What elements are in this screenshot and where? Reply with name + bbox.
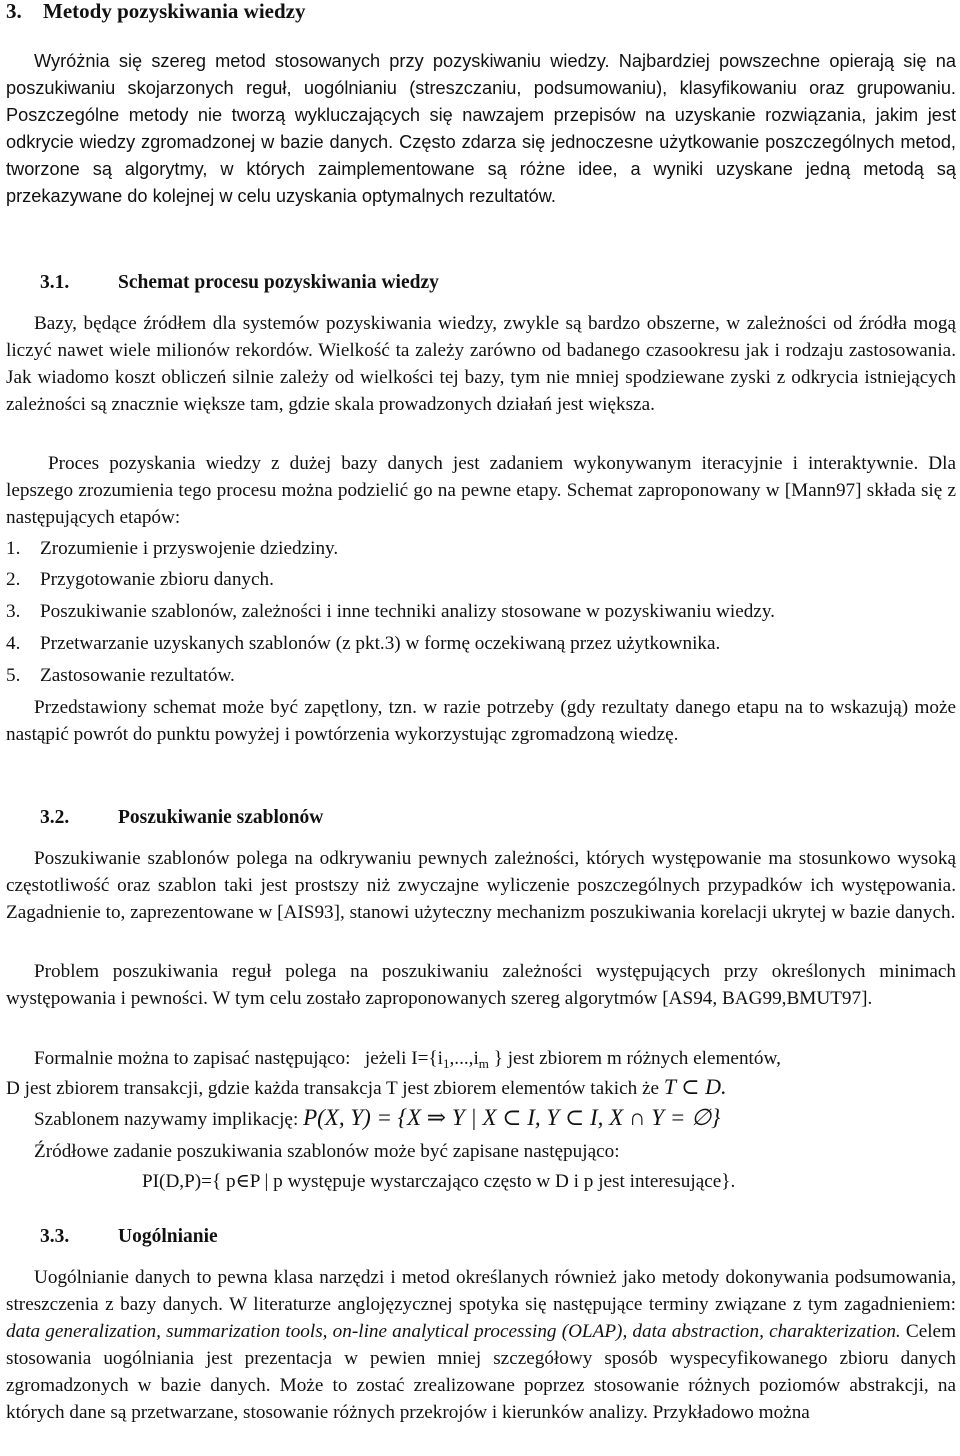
section-number: 3. bbox=[6, 0, 22, 23]
s31-p1-text: Bazy, będące źródłem dla systemów pozyskiwania wiedzy, zwykle są bardzo obszerne, w zależności od źródła mogą liczyć nawet wiele milionów rekordów. Wielkość ta zależy zarówno od badanego czasookresu jak i rodzaju zastosowania. Jak wiadomo koszt obliczeń silnie zależy od wielkości tej bazy, tym nie mniej spodziewane zyski z odkrycia istniejących zależności są znacznie większe tam, gdzie skala prowadzonych działań jest większa. bbox=[6, 313, 956, 415]
s33-p1-text-b: Celem stosowania uogólniania jest prezentacja w pewien mniej szczegółowy sposób wyspecyfikowanego zbioru danych zgromadzonych w bazie danych. Może to zostać zrealizowane poprzez stosowanie różnych poziomów abstrakcji, na których dane są przetwarzane, stosowanie różnych przekrojów i kierunków analizy. Przykładowo można bbox=[6, 1321, 956, 1423]
section-heading bbox=[6, 0, 306, 25]
formal-set-end: } jest zbiorem m różnych elementów, bbox=[493, 1048, 781, 1069]
subsection-number: 3.3. bbox=[40, 1226, 70, 1247]
source-task-line bbox=[6, 1138, 620, 1165]
subsection-heading-3-3 bbox=[40, 1223, 218, 1250]
formal-math: T ⊂ D. bbox=[663, 1074, 727, 1099]
s31-paragraph-3 bbox=[6, 694, 956, 748]
list-item-text: Zrozumienie i przyswojenie dziedziny. bbox=[40, 538, 339, 559]
list-item-text: Przetwarzanie uzyskanych szablonów (z pkt.3) w formę oczekiwaną przez użytkownika. bbox=[40, 633, 721, 654]
list-item bbox=[6, 598, 775, 625]
list-item-text: Przygotowanie zbioru danych. bbox=[40, 569, 274, 590]
list-item bbox=[6, 630, 720, 657]
list-item-text: Poszukiwanie szablonów, zależności i inne techniki analizy stosowane w pozyskiwaniu wiedzy. bbox=[40, 601, 775, 622]
formal-set-mid: ,...,i bbox=[449, 1048, 479, 1069]
list-item bbox=[6, 662, 235, 689]
subsection-title: Uogólnianie bbox=[118, 1226, 218, 1247]
s32-paragraph-1 bbox=[6, 845, 956, 926]
s33-p1-terms: data generalization, summarization tools, on-line analytical processing (OLAP), data abstraction, charakterization. bbox=[6, 1321, 901, 1342]
s31-paragraph-2 bbox=[6, 450, 956, 531]
subsection-number: 3.2. bbox=[40, 807, 70, 828]
subsection-heading-3-2 bbox=[40, 804, 323, 831]
subsection-title: Poszukiwanie szablonów bbox=[118, 807, 324, 828]
list-item-number: 3. bbox=[6, 601, 21, 622]
subsection-number: 3.1. bbox=[40, 272, 70, 293]
intro-part1: Wyróżnia się szereg metod stosowanych przy pozyskiwaniu wiedzy. Najbardziej powszechne opierają się na poszukiwaniu skojarzonych reguł, uogólnianiu (streszczaniu, podsumowaniu), klasyfikowaniu oraz grupowaniu. bbox=[6, 51, 956, 98]
list-item-number: 5. bbox=[6, 665, 21, 686]
intro-part2: Poszczególne metody nie tworzą wykluczających się nawzajem przepisów na uzyskanie rozwiązania, jakim jest odkrycie wiedzy zgromadzonej w bazie danych. Często zdarza się jednoczesne użytkowanie poszczególnych metod, tworzone są algorytmy, w których zaimplementowane są różne idee, a wyniki uzyskane jedną metodą są przekazywane do kolejnej w celu uzyskania optymalnych rezultatów. bbox=[6, 105, 956, 206]
list-item bbox=[6, 535, 338, 562]
pattern-formula: P(X, Y) = {X ⇒ Y | X ⊂ I, Y ⊂ I, X ∩ Y = ∅} bbox=[303, 1105, 721, 1130]
source-task-label: Źródłowe zadanie poszukiwania szablonów może być zapisane następująco: bbox=[34, 1141, 620, 1162]
formal-line2-text: D jest zbiorem transakcji, gdzie każda transakcja T jest zbiorem elementów takich że bbox=[6, 1078, 660, 1099]
formal-set-start: jeżeli I={i bbox=[364, 1048, 443, 1069]
s33-p1-text-a: Uogólnianie danych to pewna klasa narzędzi i metod określanych również jako metody dokonywania podsumowania, streszczenia z bazy danych. W literaturze anglojęzycznej spotyka się następujące terminy związane z tym zagadnieniem: bbox=[6, 1267, 956, 1315]
pattern-definition bbox=[6, 1104, 720, 1133]
subsection-title: Schemat procesu pozyskiwania wiedzy bbox=[118, 272, 439, 293]
formal-text: Formalnie można to zapisać następująco: bbox=[34, 1048, 351, 1069]
list-item-number: 2. bbox=[6, 569, 21, 590]
formal-subscript-1: 1 bbox=[442, 1056, 450, 1071]
list-item-number: 4. bbox=[6, 633, 21, 654]
pattern-label: Szablonem nazywamy implikację: bbox=[34, 1109, 299, 1130]
s33-paragraph-1 bbox=[6, 1264, 956, 1426]
list-item-number: 1. bbox=[6, 538, 21, 559]
formal-definition-line-2 bbox=[6, 1073, 726, 1102]
intro-paragraph bbox=[6, 48, 956, 210]
s32-p2-text: Problem poszukiwania reguł polega na poszukiwaniu zależności występujących przy określonych minimach występowania i pewności. W tym celu zostało zaproponowanych szereg algorytmów [AS94, BAG99,BMUT97]. bbox=[6, 961, 956, 1009]
s31-p2-text: Proces pozyskania wiedzy z dużej bazy danych jest zadaniem wykonywanym iteracyjnie i interaktywnie. Dla lepszego zrozumienia tego procesu można podzielić go na pewne etapy. Schemat zaproponowany w [Mann97] składa się z następujących etapów: bbox=[6, 453, 956, 528]
s32-paragraph-2 bbox=[6, 958, 956, 1012]
section-title: Metody pozyskiwania wiedzy bbox=[43, 0, 306, 23]
pi-formula-line bbox=[142, 1168, 735, 1195]
s31-p3-text: Przedstawiony schemat może być zapętlony, tzn. w razie potrzeby (gdy rezultaty danego etapu na to wskazują) może nastąpić powrót do punktu powyżej i powtórzenia wykorzystując zgromadzoną wiedzę. bbox=[6, 697, 956, 745]
formal-subscript-m: m bbox=[478, 1056, 489, 1071]
s31-paragraph-1 bbox=[6, 310, 956, 418]
list-item bbox=[6, 566, 274, 593]
subsection-heading-3-1 bbox=[40, 269, 439, 296]
list-item-text: Zastosowanie rezultatów. bbox=[40, 665, 235, 686]
pi-formula: PI(D,P)={ p∈P | p występuje wystarczająco często w D i p jest interesujące}. bbox=[142, 1171, 736, 1192]
s32-p1-text: Poszukiwanie szablonów polega na odkrywaniu pewnych zależności, których występowanie ma stosunkowo wysoką częstotliwość oraz szablon taki jest prostszy niż zwyczajne wyliczenie poszczególnych przypadków ich występowania. Zagadnienie to, zaprezentowane w [AIS93], stanowi użyteczny mechanizm poszukiwania korelacji ukrytej w bazie danych. bbox=[6, 848, 956, 923]
